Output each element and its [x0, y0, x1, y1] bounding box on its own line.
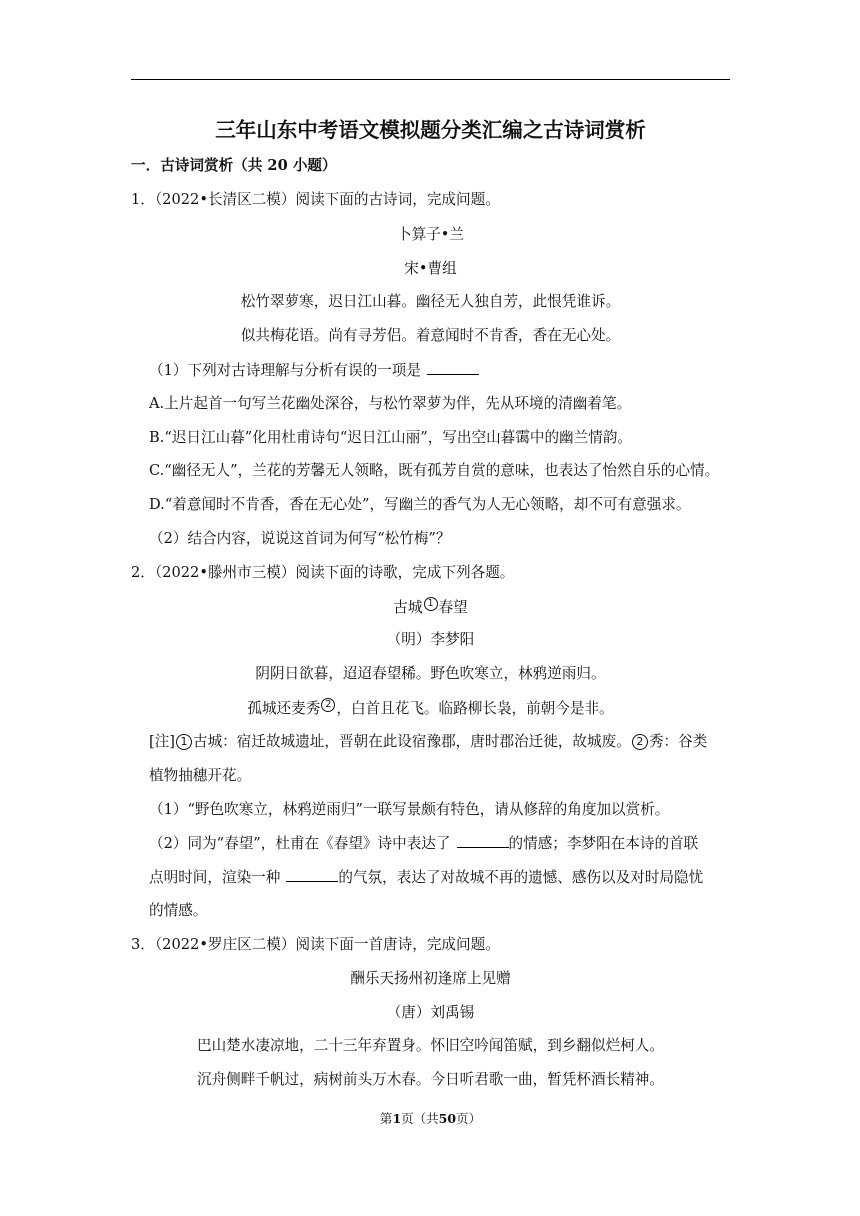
- page-footer: [131, 1110, 730, 1128]
- header-rule: [131, 79, 730, 80]
- q2-note: [149, 732, 707, 752]
- q3-poem-line-2: 沉舟侧畔千帆过，病树前头万木春。今日听君歌一曲，暂凭杯酒长精神。: [196, 1071, 664, 1088]
- note-prefix: [注]: [149, 733, 175, 750]
- q1-poem-line-2: 似共梅花语。尚有寻芳侣。着意闻时不肯香，香在无心处。: [240, 327, 621, 344]
- footer-mid: 页（共: [401, 1111, 439, 1126]
- note-marker-2: 2: [321, 698, 335, 712]
- q1-poem-line-1: 松竹翠萝寒，迟日江山暮。幽径无人独自芳，此恨凭谁诉。: [240, 293, 621, 310]
- note-marker-2: 2: [632, 734, 648, 750]
- q2-line2-a: 孤城还麦秀: [247, 700, 321, 717]
- q2-poem-title-b: 春望: [438, 599, 468, 616]
- footer-suffix: 页）: [456, 1111, 482, 1126]
- q2-sub2-part-b: 的情感；李梦阳在本诗的首联: [508, 835, 699, 852]
- q1-option-c: C.“幽径无人”，兰花的芳馨无人领略，既有孤芳自赏的意味，也表达了怡然自乐的心情。: [149, 462, 720, 479]
- q2-sub-question-2-line-3: 的情感。: [149, 902, 208, 919]
- note-marker-1: 1: [424, 597, 438, 611]
- question-3-intro: 3．（2022•罗庄区二模）阅读下面一首唐诗，完成问题。: [131, 936, 500, 953]
- q1-option-d: D.“着意闻时不肯香，香在无心处”，写幽兰的香气为人无心领略，却不可有意强求。: [149, 496, 691, 513]
- q2-poem-line-2: [131, 698, 730, 719]
- q2-sub2-part-d: 的气氛，表达了对故城不再的遗憾、感伤以及对时局隐忧: [338, 869, 704, 886]
- q2-poem-line-1: 阴阴日欲暮，迢迢春望稀。野色吹寒立，林鸦逆雨归。: [255, 665, 606, 682]
- note-marker-1: 1: [176, 734, 192, 750]
- footer-prefix: 第: [379, 1111, 393, 1126]
- q1-poem-title: 卜算子•兰: [397, 226, 464, 243]
- q2-poem-title: [131, 597, 730, 618]
- question-1-intro: 1．（2022•长清区二模）阅读下面的古诗词，完成问题。: [131, 191, 500, 208]
- q2-sub-question-2: [149, 833, 698, 854]
- answer-blank[interactable]: [427, 360, 479, 375]
- q2-sub2-part-c: 点明时间，渲染一种: [149, 869, 281, 886]
- page-number: 1: [392, 1111, 402, 1126]
- q1-poem-author: 宋•曹组: [404, 260, 457, 277]
- note-1-text: 古城：宿迁故城遗址，晋朝在此设宿豫郡，唐时郡治迁徙，故城废。: [192, 733, 631, 750]
- q1-option-a: A.上片起首一句写兰花幽处深谷，与松竹翠萝为伴，先从环境的清幽着笔。: [149, 395, 632, 412]
- q2-poem-author: （明）李梦阳: [386, 631, 475, 648]
- document-title: 三年山东中考语文模拟题分类汇编之古诗词赏析: [215, 118, 646, 142]
- q1-option-b: B.“迟日江山暮”化用杜甫诗句“迟日江山丽”，写出空山暮霭中的幽兰情韵。: [149, 429, 633, 446]
- q3-poem-title: 酬乐天扬州初逢席上见赠: [350, 970, 511, 987]
- q1-sub-question-1: [149, 360, 479, 381]
- answer-blank[interactable]: [286, 867, 338, 882]
- q2-note-continued: 植物抽穗开花。: [149, 767, 252, 784]
- note-2-text: 秀：谷类: [648, 733, 708, 750]
- q1-sub-question-2: （2）结合内容，说说这首词为何写“松竹梅”？: [149, 530, 451, 547]
- q3-poem-author: （唐）刘禹锡: [386, 1004, 475, 1021]
- q2-sub-question-2-line-2: [149, 867, 703, 888]
- total-pages: 50: [438, 1111, 457, 1126]
- q2-poem-title-a: 古城: [393, 599, 423, 616]
- answer-blank[interactable]: [457, 833, 509, 848]
- question-2-intro: 2．（2022•滕州市三模）阅读下面的诗歌，完成下列各题。: [131, 564, 515, 581]
- q3-poem-line-1: 巴山楚水凄凉地，二十三年弃置身。怀旧空吟闻笛赋，到乡翻似烂柯人。: [196, 1037, 664, 1054]
- section-heading: 一．古诗词赏析（共 20 小题）: [131, 157, 337, 174]
- q2-sub-question-1: （1）“野色吹寒立，林鸦逆雨归”一联写景颇有特色，请从修辞的角度加以赏析。: [149, 801, 670, 818]
- q2-line2-b: ，白首且花飞。临路柳长袅，前朝今是非。: [336, 700, 614, 717]
- q1-sub1-text: （1）下列对古诗理解与分析有误的一项是: [149, 362, 421, 379]
- q2-sub2-part-a: （2）同为“春望”，杜甫在《春望》诗中表达了: [149, 835, 451, 852]
